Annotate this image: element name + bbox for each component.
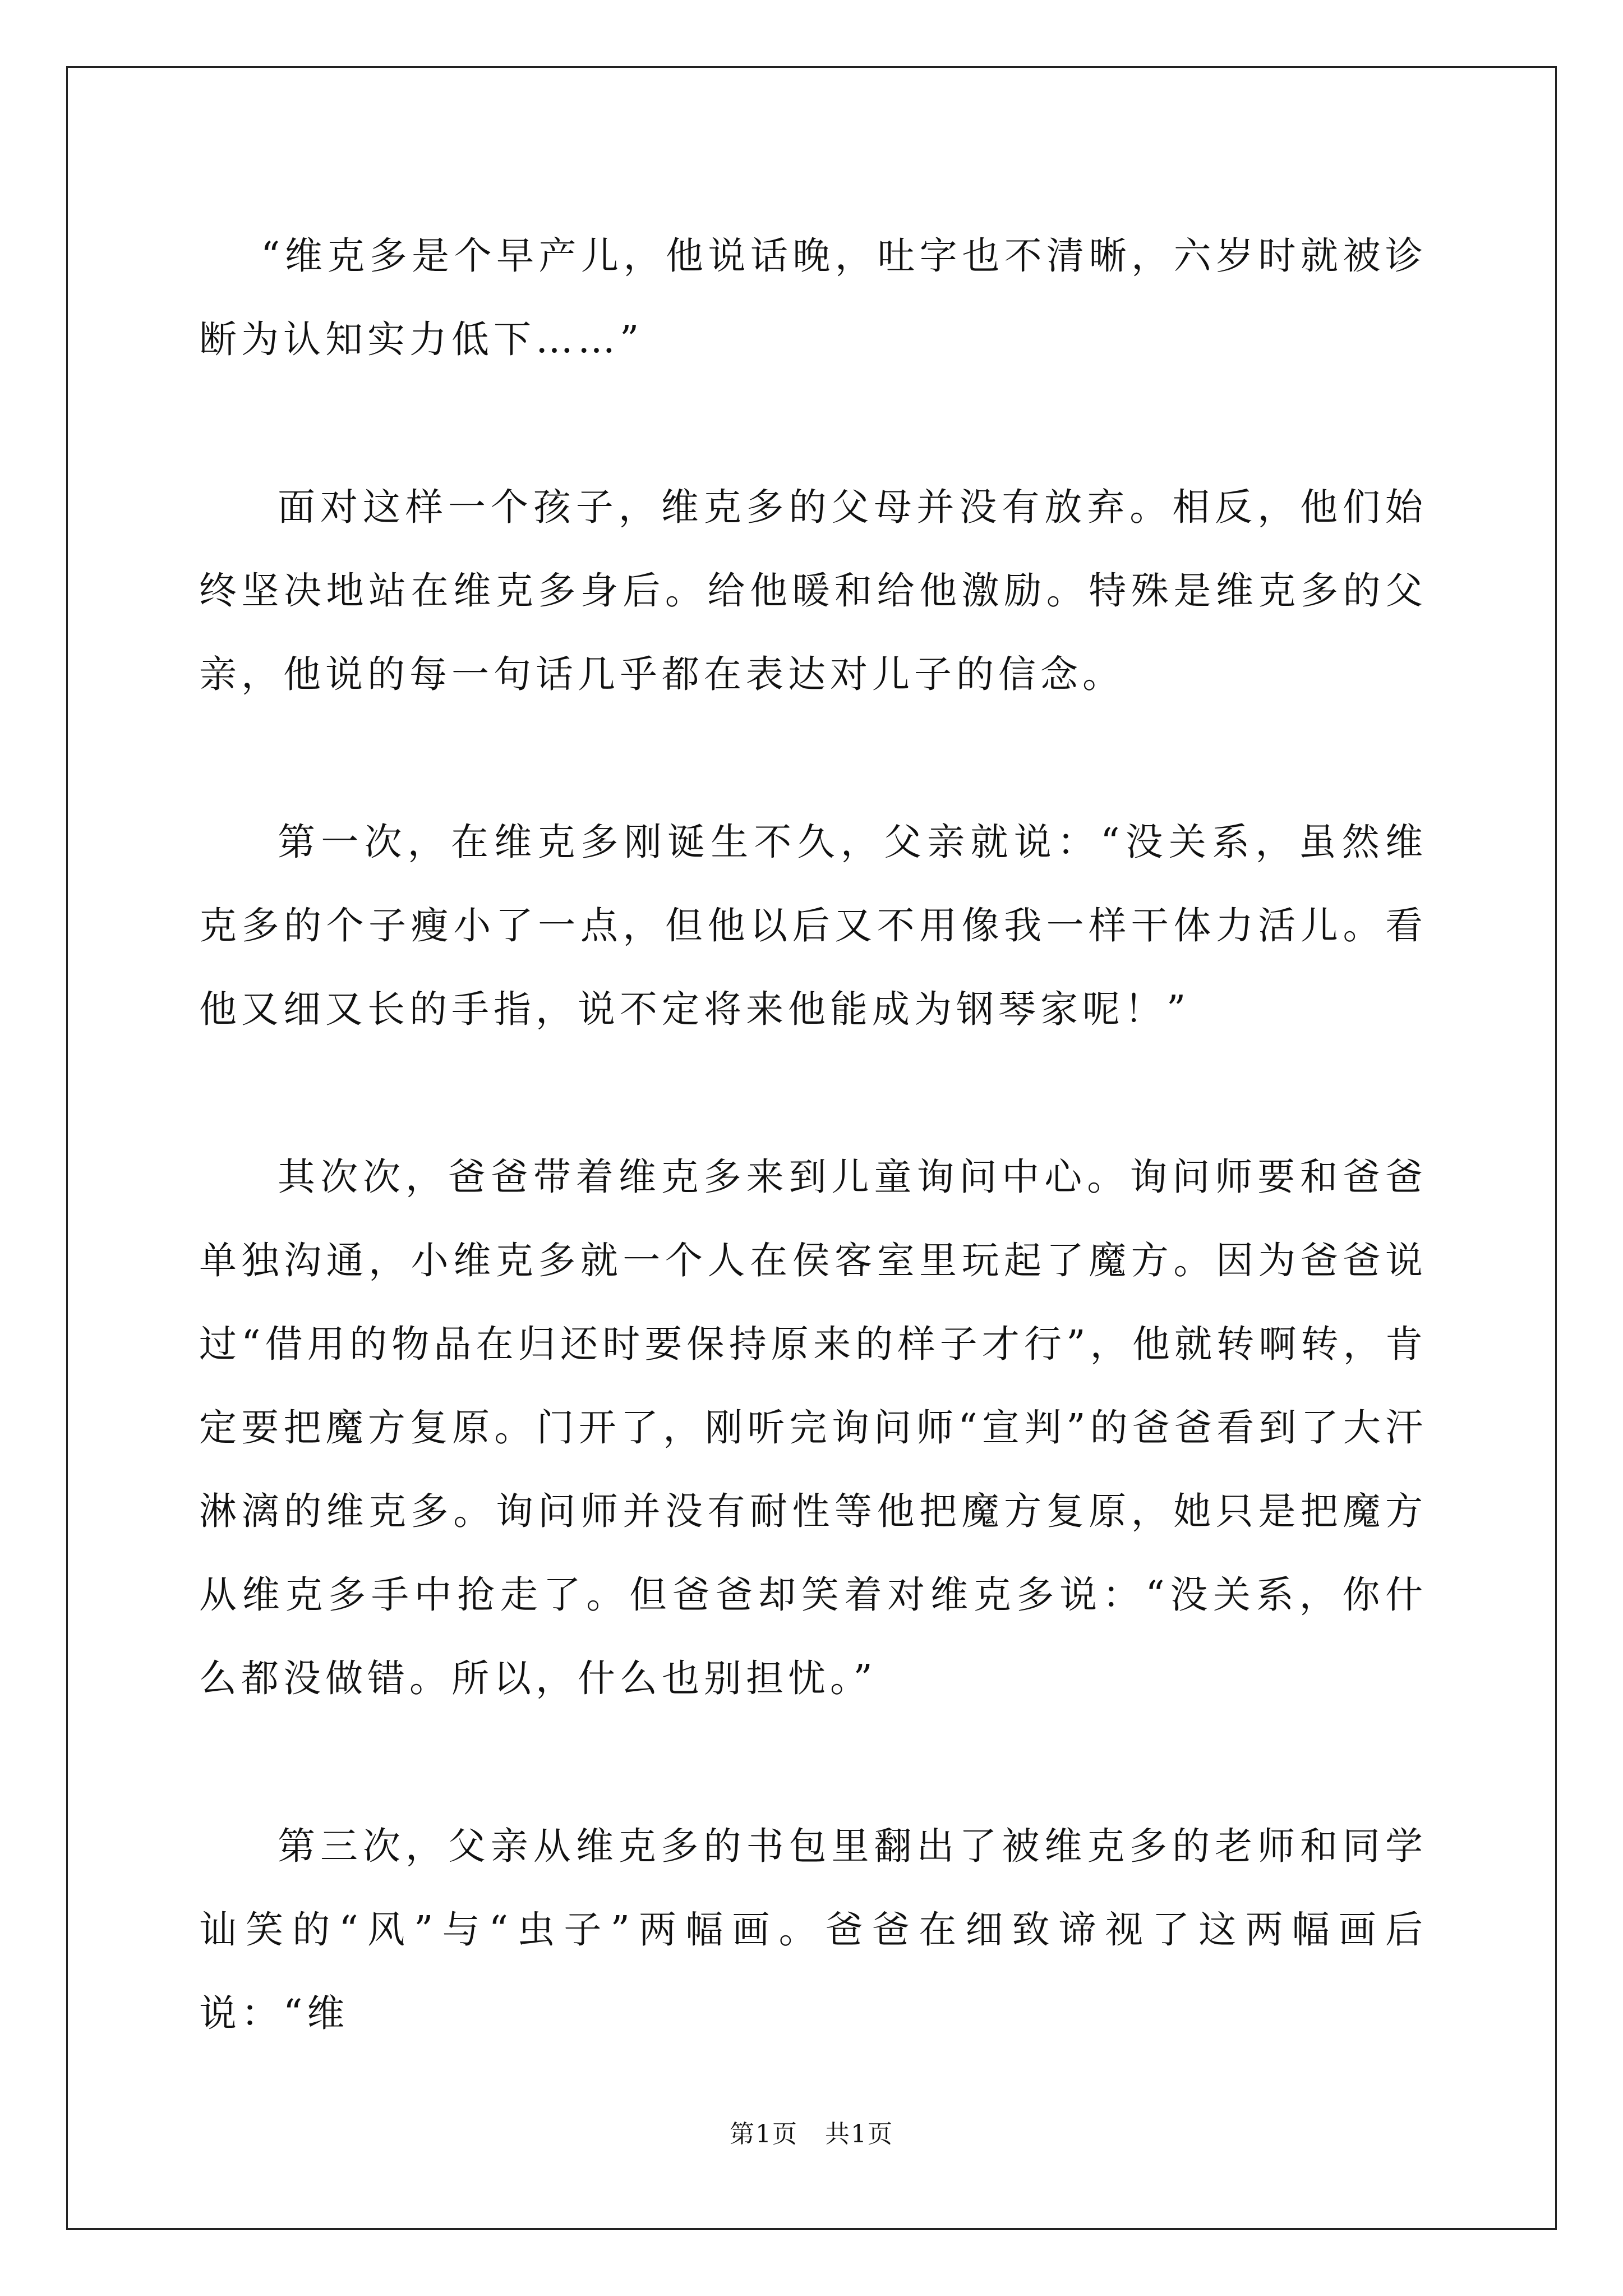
paragraph-1: “维克多是个早产儿，他说话晚，吐字也不清晰，六岁时就被诊断为认知实力低下……” — [199, 234, 1427, 361]
page-number-footer: 第1页 共1页 — [730, 2120, 893, 2148]
paragraph-5: 第三次，父亲从维克多的书包里翻出了被维克多的老师和同学讪笑的“风”与“虫子”两幅画。爸爸在细致谛视了这两幅画后说：“维 — [199, 1824, 1427, 2035]
paragraph-2: 面对这样一个孩子，维克多的父母并没有放弃。相反，他们始终坚决地站在维克多身后。给他暖和给他激励。特殊是维克多的父亲，他说的每一句话几乎都在表达对儿子的信念。 — [199, 485, 1427, 696]
paragraph-3: 第一次，在维克多刚诞生不久，父亲就说：“没关系，虽然维克多的个子瘦小了一点，但他以后又不用像我一样干体力活儿。看他又细又长的手指，说不定将来他能成为钢琴家呢！” — [199, 820, 1427, 1031]
paragraph-4: 其次次，爸爸带着维克多来到儿童询问中心。询问师要和爸爸单独沟通，小维克多就一个人在侯客室里玩起了魔方。因为爸爸说过“借用的物品在归还时要保持原来的样子才行”，他就转啊转，肯定要把魔方复原。门开了，刚听完询问师“宣判”的爸爸看到了大汗淋漓的维克多。询问师并没有耐性等他把魔方复原，她只是把魔方从维克多手中抢走了。但爸爸却笑着对维克多说：“没关系，你什么都没做错。所以，什么也别担忧。” — [199, 1155, 1427, 1700]
document-body — [199, 214, 1427, 2139]
